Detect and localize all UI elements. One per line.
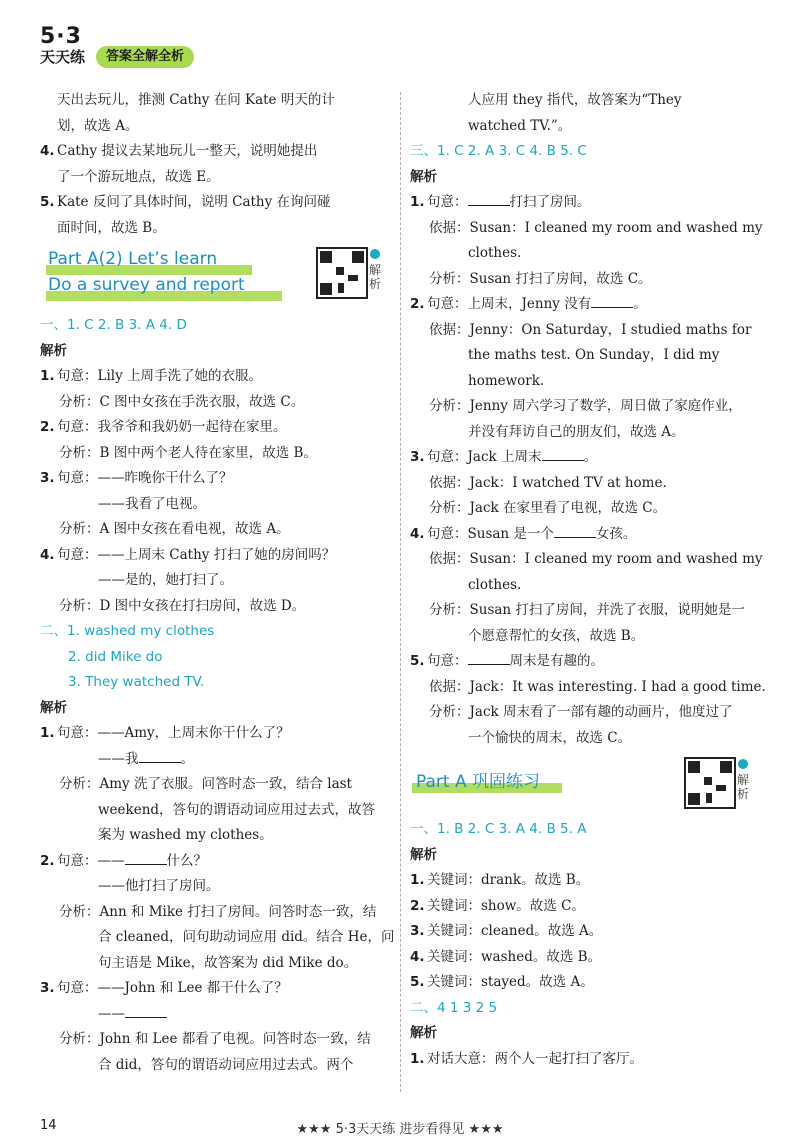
qr-label: 解析 <box>369 263 382 291</box>
item-number: 2. <box>40 852 55 869</box>
text-fragment: 。 <box>633 296 647 312</box>
answer-line: 3. They watched TV. <box>68 674 205 690</box>
text-line: 句意：——Amy，上周末你干什么了？ <box>57 725 290 741</box>
list-item <box>410 522 755 548</box>
text-fragment: —— <box>98 1005 125 1022</box>
text-line: 分析：John 和 Lee 都看了电视。问答时态一致，结 <box>59 1031 371 1047</box>
text-fragment: 句意：Jack 上周末 <box>427 449 542 465</box>
list-item <box>40 543 390 569</box>
list-item <box>40 721 390 747</box>
text-line: 关键词：washed。故选 B。 <box>427 948 602 965</box>
item-number: 2. <box>40 419 55 435</box>
section-heading: 解析 <box>410 1025 437 1041</box>
blank-line <box>591 293 633 308</box>
text-fragment: 什么？ <box>166 852 207 869</box>
text-line: 分析：C 图中女孩在手洗衣服，故选 C。 <box>59 393 305 410</box>
blank-line <box>139 748 181 763</box>
list-item <box>410 292 755 318</box>
text-line: 分析：B 图中两个老人待在家里，故选 B。 <box>59 444 317 461</box>
text-line: 合 cleaned，问句助动词应用 did。结合 He，问 <box>98 929 395 945</box>
list-item <box>410 649 755 675</box>
text-line: ——是的，她打扫了。 <box>98 572 233 588</box>
text-line: 一个愉快的周末，故选 C。 <box>468 729 632 746</box>
text-line: 并没有拜访自己的朋友们，故选 A。 <box>468 423 685 440</box>
list-item <box>40 849 390 875</box>
column-divider <box>400 92 401 1092</box>
play-icon <box>738 759 748 769</box>
section-heading: 解析 <box>40 342 67 359</box>
section-heading: 解析 <box>410 168 437 185</box>
text-line: 面时间，故选 B。 <box>57 219 166 236</box>
list-item <box>40 976 390 1002</box>
text-fragment: 女孩。 <box>595 525 637 542</box>
list-item <box>40 364 390 390</box>
blank-line <box>468 650 510 665</box>
text-line: the maths test. On Sunday，I did my <box>468 347 720 363</box>
blank-line <box>125 1003 167 1018</box>
part-heading <box>410 751 755 817</box>
text-line: 分析：A 图中女孩在看电视，故选 A。 <box>59 521 290 537</box>
logo <box>40 26 92 72</box>
item-number: 4. <box>40 546 55 563</box>
qr-label: 解析 <box>737 773 750 801</box>
item-number: 1. <box>410 872 425 888</box>
text-fragment: ——我 <box>98 750 139 767</box>
text-fragment: 。 <box>583 449 597 465</box>
item-number: 2. <box>410 897 425 914</box>
item-number: 1. <box>410 1050 425 1067</box>
blank-line <box>125 850 167 865</box>
item-number: 1. <box>40 368 55 384</box>
blank-line <box>542 446 584 461</box>
text-line: 句意：Lily 上周手洗了她的衣服。 <box>57 368 263 384</box>
section-heading: 解析 <box>40 699 67 716</box>
text-line: 分析：Jenny 周六学习了数学，周日做了家庭作业， <box>429 398 742 414</box>
text-line: 分析：D 图中女孩在打扫房间，故选 D。 <box>59 597 306 614</box>
text-line: 依据：Susan：I cleaned my room and washed my <box>429 551 763 567</box>
text-line: 句意：我爷爷和我奶奶一起待在家里。 <box>57 419 287 435</box>
page-number: 14 <box>40 1118 57 1133</box>
part-heading <box>40 241 390 313</box>
answer-line: 一、1. C 2. B 3. A 4. D <box>40 317 187 333</box>
text-line: 句意：——上周末 Cathy 打扫了她的房间吗？ <box>57 546 336 563</box>
left-column <box>40 88 395 1078</box>
list-item <box>410 919 755 945</box>
text-line <box>40 1002 390 1028</box>
text-line: 依据：Jack：It was interesting. I had a good time. <box>429 678 766 695</box>
item-number: 3. <box>40 470 55 486</box>
item-number: 4. <box>410 525 425 542</box>
text-fragment: 句意： <box>427 194 468 210</box>
text-line: 分析：Susan 打扫了房间，并洗了衣服，说明她是一 <box>429 602 745 618</box>
list-item <box>40 139 390 165</box>
item-number: 4. <box>410 948 425 965</box>
page-footer <box>0 1118 800 1140</box>
part-title: Part A 巩固练习 <box>416 772 540 792</box>
play-icon <box>370 249 380 259</box>
part-title-2: Do a survey and report <box>48 275 245 295</box>
text-fragment: 句意：上周末，Jenny 没有 <box>427 296 592 312</box>
text-line: 关键词：cleaned。故选 A。 <box>427 923 603 939</box>
qr-code-icon <box>316 247 368 299</box>
item-number: 5. <box>410 974 425 990</box>
list-item <box>410 894 755 920</box>
text-line: clothes. <box>468 576 522 593</box>
answer-line: 二、4 1 3 2 5 <box>410 999 498 1016</box>
text-fragment: 周末是有趣的。 <box>509 653 604 669</box>
text-line: 依据：Jack：I watched TV at home. <box>429 474 667 491</box>
text-line: 个愿意帮忙的女孩，故选 B。 <box>468 627 645 644</box>
text-line: 分析：Ann 和 Mike 打扫了房间。问答时态一致，结 <box>59 903 377 920</box>
answer-line: 三、1. C 2. A 3. C 4. B 5. C <box>410 143 587 159</box>
text-fragment: 打扫了房间。 <box>509 194 591 210</box>
text-line: 关键词：drank。故选 B。 <box>427 872 590 888</box>
list-item <box>410 190 755 216</box>
text-line: Cathy 提议去某地玩儿一整天，说明她提出 <box>57 143 318 159</box>
text-line: clothes. <box>468 245 522 261</box>
list-item <box>410 868 755 894</box>
item-number: 3. <box>410 449 425 465</box>
item-number: 3. <box>40 980 55 996</box>
text-line: 天出去玩儿，推测 Cathy 在问 Kate 明天的计 <box>57 92 335 108</box>
text-line: homework. <box>468 372 545 389</box>
text-line: 分析：Susan 打扫了房间，故选 C。 <box>429 270 652 287</box>
text-line: 人应用 they 指代，故答案为“They <box>468 92 682 108</box>
text-line: 依据：Susan：I cleaned my room and washed my <box>429 219 763 236</box>
item-number: 2. <box>410 296 425 312</box>
text-line: weekend，答句的谓语动词应用过去式，故答 <box>98 801 376 818</box>
item-number: 3. <box>410 923 425 939</box>
text-line: 合 did，答句的谓语动词应用过去式。两个 <box>98 1056 354 1073</box>
text-line: ——他打扫了房间。 <box>98 878 220 894</box>
text-line: ——我看了电视。 <box>98 495 206 512</box>
text-line: 案为 washed my clothes。 <box>98 827 273 843</box>
section-heading: 解析 <box>410 846 437 863</box>
text-line: 对话大意：两个人一起打扫了客厅。 <box>427 1050 643 1067</box>
text-line: 分析：Jack 在家里看了电视，故选 C。 <box>429 500 667 516</box>
text-line <box>40 747 390 773</box>
text-line: 分析：Jack 周末看了一部有趣的动画片，他度过了 <box>429 704 733 720</box>
text-line: Kate 反问了具体时间，说明 Cathy 在询问碰 <box>57 194 331 210</box>
item-number: 5. <box>410 653 425 669</box>
text-line: watched TV.”。 <box>468 117 572 134</box>
list-item <box>40 466 390 492</box>
text-fragment: 句意： <box>427 653 468 669</box>
part-title-1: Part A(2) Let’s learn <box>48 249 218 269</box>
text-line: 划，故选 A。 <box>57 117 139 134</box>
text-line: 了一个游玩地点，故选 E。 <box>57 168 220 185</box>
text-line: 关键词：show。故选 C。 <box>427 897 585 914</box>
text-line: 句意：——John 和 Lee 都干什么了？ <box>57 980 288 996</box>
item-number: 4. <box>40 143 55 159</box>
list-item <box>410 945 755 971</box>
text-line: 分析：Amy 洗了衣服。问答时态一致，结合 last <box>59 776 352 792</box>
text-line: 句主语是 Mike，故答案为 did Mike do。 <box>98 954 358 971</box>
text-fragment: 句意：—— <box>57 852 125 869</box>
text-fragment: 。 <box>180 750 194 767</box>
answer-line: 2. did Mike do <box>68 648 163 665</box>
list-item <box>40 190 390 216</box>
text-line: 句意：——昨晚你干什么了？ <box>57 470 233 486</box>
blank-line <box>554 523 596 538</box>
logo-bottom: 天天练 <box>40 48 86 66</box>
answer-line: 一、1. B 2. C 3. A 4. B 5. A <box>410 821 587 837</box>
list-item <box>40 415 390 441</box>
text-line: 关键词：stayed。故选 A。 <box>427 974 594 990</box>
header-tag: 答案全解全析 <box>96 46 194 68</box>
right-column <box>410 88 766 1072</box>
item-number: 1. <box>410 194 425 210</box>
footer-slogan: ★★★ 5·3天天练 进步看得见 ★★★ <box>296 1122 504 1137</box>
qr-code-icon <box>684 757 736 809</box>
text-line: 依据：Jenny：On Saturday，I studied maths for <box>429 321 752 338</box>
item-number: 5. <box>40 194 55 210</box>
logo-top: 5·3 <box>40 24 82 49</box>
list-item <box>410 970 755 996</box>
answer-line: 二、1. washed my clothes <box>40 623 215 639</box>
list-item <box>410 1047 755 1073</box>
blank-line <box>468 191 510 206</box>
item-number: 1. <box>40 725 55 741</box>
text-fragment: 句意：Susan 是一个 <box>427 525 554 542</box>
list-item <box>410 445 755 471</box>
